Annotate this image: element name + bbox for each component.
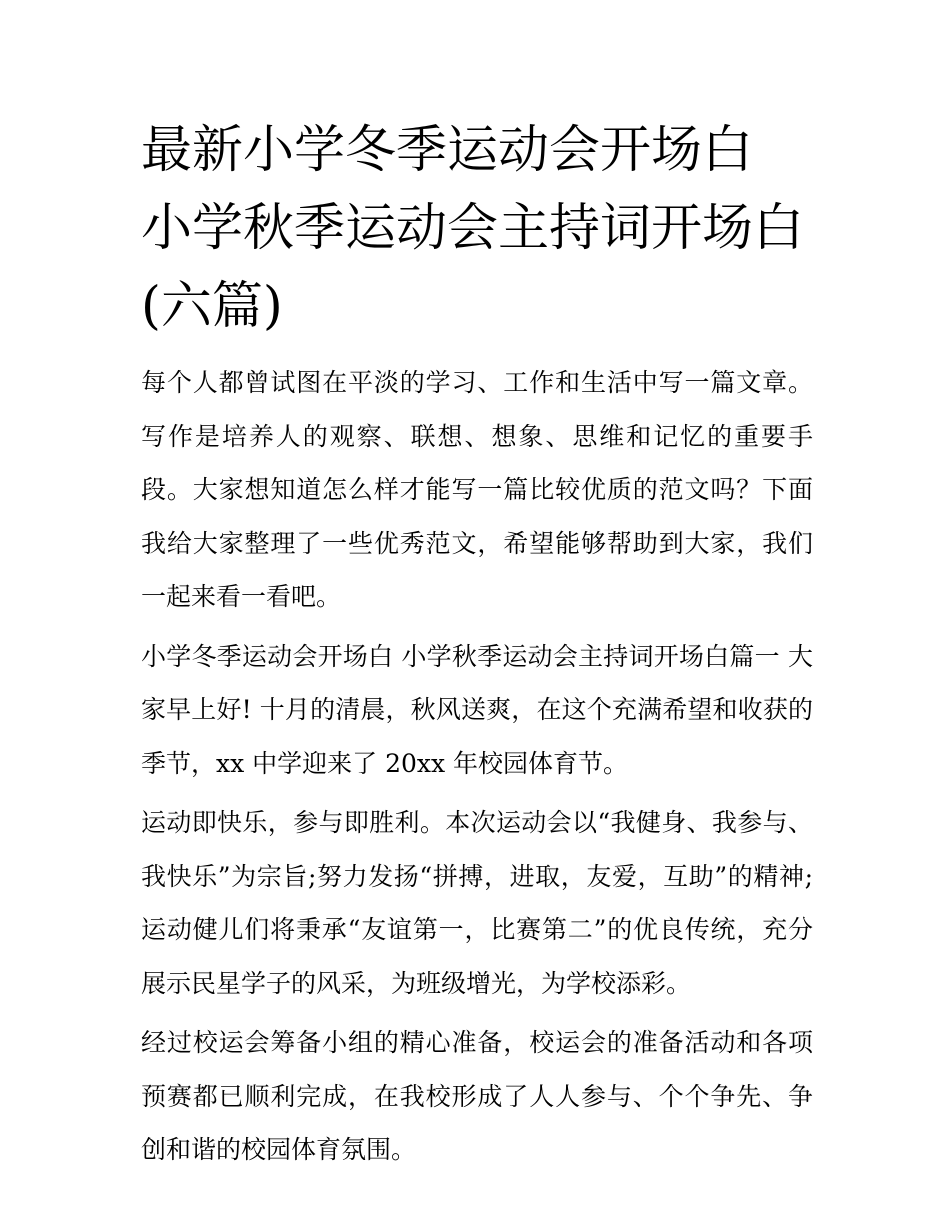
document-title: 最新小学冬季运动会开场白 小学秋季运动会主持词开场白(六篇) <box>141 121 805 336</box>
document-body <box>141 112 813 1177</box>
paragraph-intro: 每个人都曾试图在平淡的学习、工作和生活中写一篇文章。写作是培养人的观察、联想、想象、思维和记忆的重要手段。大家想知道怎么样才能写一篇比较优质的范文吗？下面我给大家整理了一些优秀范文，希望能够帮助到大家，我们一起来看一看吧。 <box>141 368 813 611</box>
paragraph-theme: 运动即快乐，参与即胜利。本次运动会以“我健身、我参与、我快乐”为宗旨;努力发扬“拼搏，进取，友爱，互助”的精神;运动健儿们将秉承“友谊第一，比赛第二”的优良传统，充分展示民星学子的风采，为班级增光，为学校添彩。 <box>141 808 813 998</box>
paragraph-preparation: 经过校运会筹备小组的精心准备，校运会的准备活动和各项预赛都已顺利完成，在我校形成了人人参与、个个争先、争创和谐的校园体育氛围。 <box>141 1028 813 1164</box>
paragraph-opening: 小学冬季运动会开场白 小学秋季运动会主持词开场白篇一 大家早上好! 十月的清晨，秋风送爽，在这个充满希望和收获的季节，xx 中学迎来了 20xx 年校园体育节。 <box>141 641 813 778</box>
